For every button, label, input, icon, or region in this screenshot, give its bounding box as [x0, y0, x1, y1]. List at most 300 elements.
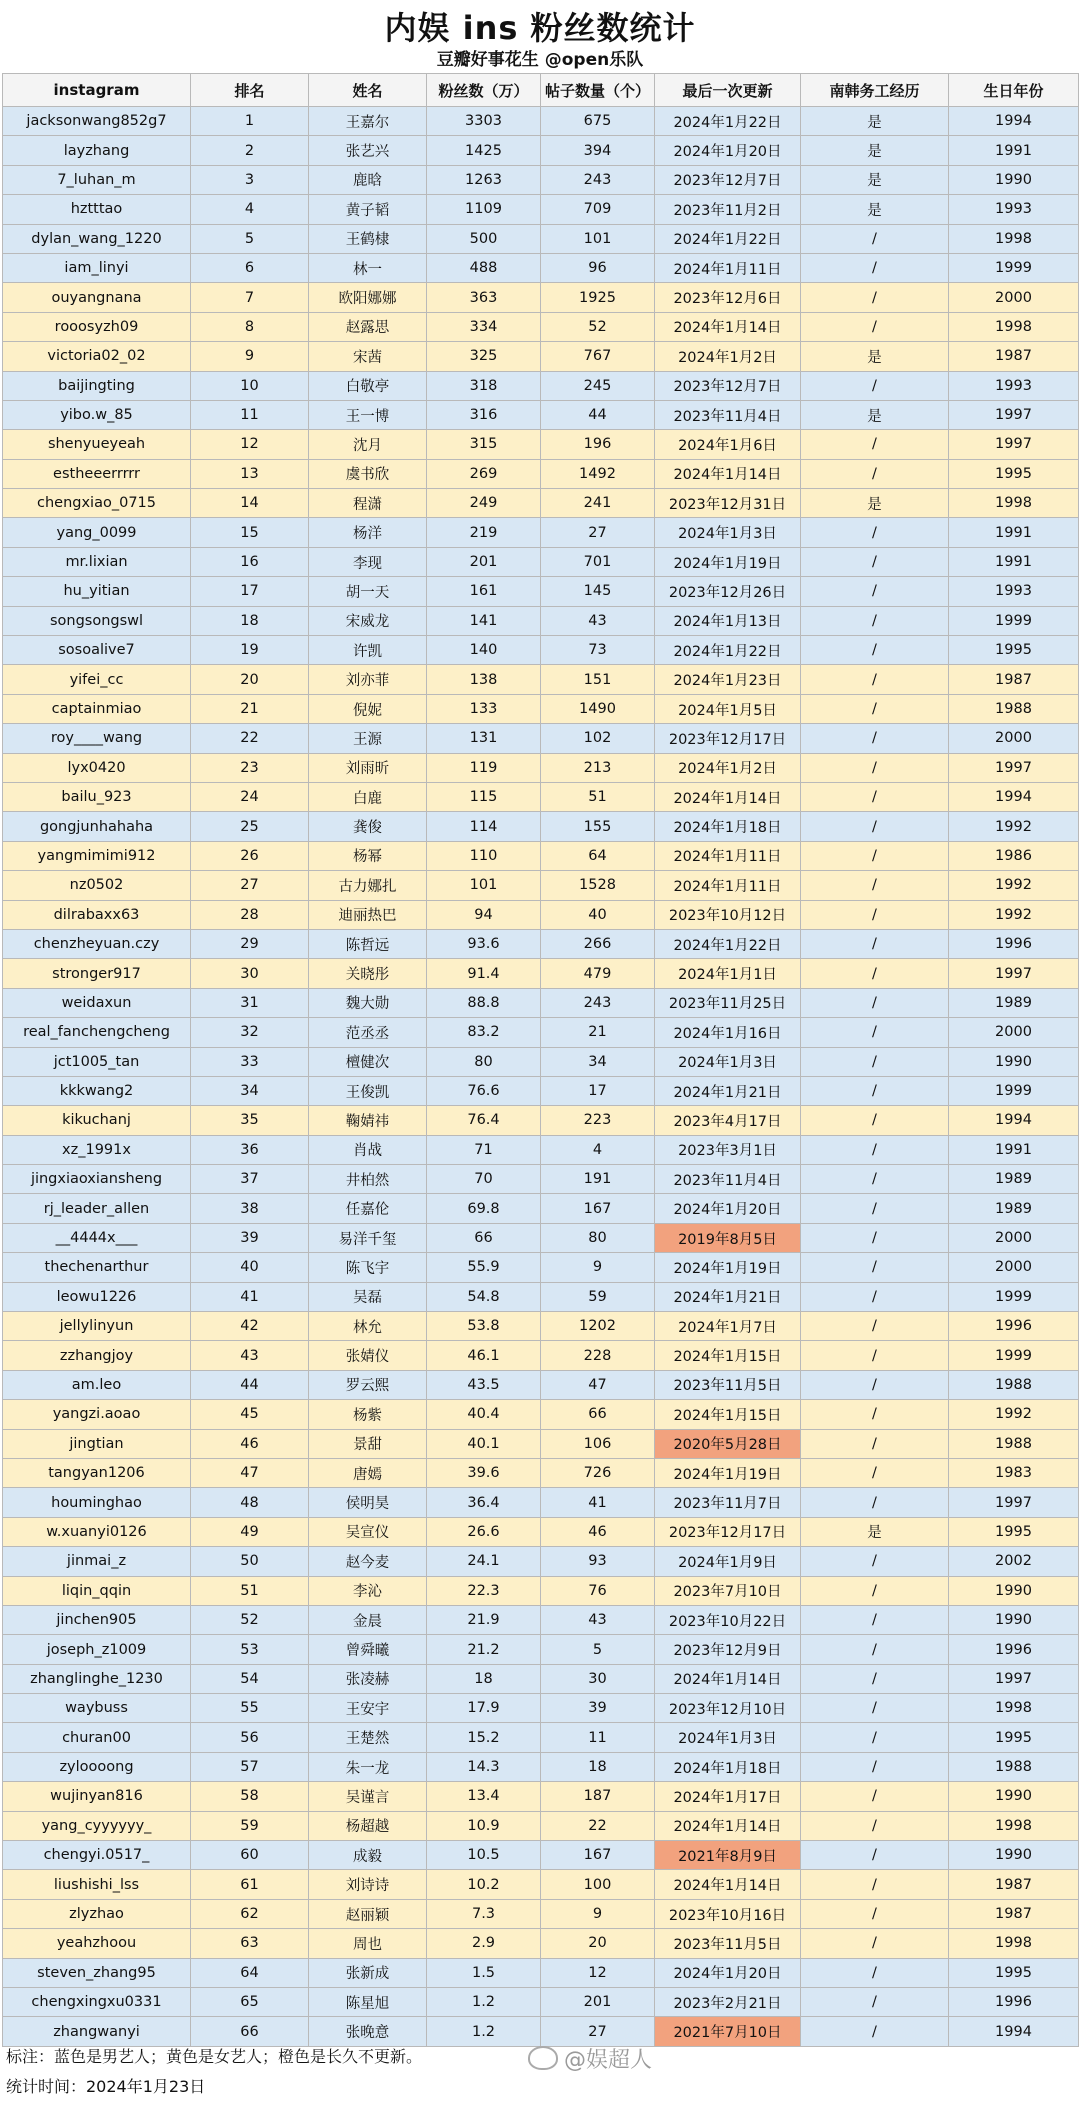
cell-last-update: 2024年1月20日 — [655, 1958, 801, 1987]
cell-posts: 701 — [541, 547, 655, 576]
cell-rank: 58 — [191, 1782, 309, 1811]
cell-fans: 138 — [427, 665, 541, 694]
cell-name: 刘亦菲 — [309, 665, 427, 694]
cell-instagram: joseph_z1009 — [3, 1635, 191, 1664]
cell-name: 王嘉尔 — [309, 107, 427, 136]
cell-name: 倪妮 — [309, 694, 427, 723]
cell-instagram: victoria02_02 — [3, 342, 191, 371]
cell-birth-year: 1992 — [949, 871, 1079, 900]
cell-last-update: 2024年1月22日 — [655, 224, 801, 253]
cell-rank: 9 — [191, 342, 309, 371]
cell-instagram: lyx0420 — [3, 753, 191, 782]
cell-rank: 29 — [191, 929, 309, 958]
cell-korea-experience: / — [801, 1811, 949, 1840]
table-row — [3, 1958, 1079, 1987]
cell-name: 杨超越 — [309, 1811, 427, 1840]
stat-time: 统计时间：2024年1月23日 — [6, 2077, 206, 2096]
cell-posts: 167 — [541, 1841, 655, 1870]
cell-instagram: churan00 — [3, 1723, 191, 1752]
cell-birth-year: 1989 — [949, 1165, 1079, 1194]
cell-name: 张凌赫 — [309, 1664, 427, 1693]
cell-name: 杨紫 — [309, 1400, 427, 1429]
cell-posts: 201 — [541, 1988, 655, 2017]
cell-fans: 363 — [427, 283, 541, 312]
cell-name: 檀健次 — [309, 1047, 427, 1076]
cell-fans: 318 — [427, 371, 541, 400]
table-row — [3, 253, 1079, 282]
cell-last-update: 2024年1月11日 — [655, 841, 801, 870]
cell-korea-experience: / — [801, 312, 949, 341]
cell-last-update: 2023年12月6日 — [655, 283, 801, 312]
cell-rank: 52 — [191, 1605, 309, 1634]
cell-name: 朱一龙 — [309, 1752, 427, 1781]
cell-last-update: 2023年12月9日 — [655, 1635, 801, 1664]
cell-birth-year: 2000 — [949, 1018, 1079, 1047]
table-row — [3, 1547, 1079, 1576]
cell-instagram: steven_zhang95 — [3, 1958, 191, 1987]
cell-birth-year: 1992 — [949, 900, 1079, 929]
cell-posts: 46 — [541, 1517, 655, 1546]
col-header-rank: 排名 — [191, 74, 309, 107]
cell-name: 吴宣仪 — [309, 1517, 427, 1546]
cell-korea-experience: 是 — [801, 107, 949, 136]
col-header-posts: 帖子数量（个） — [541, 74, 655, 107]
cell-posts: 100 — [541, 1870, 655, 1899]
table-row — [3, 1811, 1079, 1840]
cell-name: 王俊凯 — [309, 1076, 427, 1105]
cell-korea-experience: / — [801, 518, 949, 547]
cell-last-update: 2023年12月17日 — [655, 1517, 801, 1546]
cell-rank: 16 — [191, 547, 309, 576]
table-row — [3, 1870, 1079, 1899]
col-header-last-update: 最后一次更新 — [655, 74, 801, 107]
cell-last-update: 2020年5月28日 — [655, 1429, 801, 1458]
cell-fans: 40.4 — [427, 1400, 541, 1429]
cell-posts: 59 — [541, 1282, 655, 1311]
cell-fans: 7.3 — [427, 1899, 541, 1928]
cell-korea-experience: / — [801, 1194, 949, 1223]
cell-fans: 69.8 — [427, 1194, 541, 1223]
cell-korea-experience: / — [801, 929, 949, 958]
table-row — [3, 1018, 1079, 1047]
cell-fans: 26.6 — [427, 1517, 541, 1546]
cell-fans: 39.6 — [427, 1458, 541, 1487]
cell-name: 白敬亭 — [309, 371, 427, 400]
cell-posts: 1925 — [541, 283, 655, 312]
cell-last-update: 2024年1月7日 — [655, 1312, 801, 1341]
cell-posts: 106 — [541, 1429, 655, 1458]
cell-birth-year: 1997 — [949, 1488, 1079, 1517]
cell-name: 赵丽颖 — [309, 1899, 427, 1928]
cell-name: 景甜 — [309, 1429, 427, 1458]
cell-fans: 43.5 — [427, 1370, 541, 1399]
cell-posts: 196 — [541, 430, 655, 459]
table-row — [3, 136, 1079, 165]
table-header-row — [3, 74, 1079, 107]
cell-instagram: waybuss — [3, 1694, 191, 1723]
cell-instagram: yang_cyyyyyy_ — [3, 1811, 191, 1840]
table-row — [3, 165, 1079, 194]
table-row — [3, 107, 1079, 136]
cell-posts: 27 — [541, 2017, 655, 2046]
cell-birth-year: 1999 — [949, 1076, 1079, 1105]
cell-korea-experience: / — [801, 1782, 949, 1811]
table-row — [3, 606, 1079, 635]
cell-instagram: roy____wang — [3, 724, 191, 753]
cell-korea-experience: / — [801, 665, 949, 694]
cell-instagram: baijingting — [3, 371, 191, 400]
cell-birth-year: 1983 — [949, 1458, 1079, 1487]
table-row — [3, 342, 1079, 371]
cell-fans: 76.4 — [427, 1106, 541, 1135]
cell-name: 许凯 — [309, 636, 427, 665]
cell-last-update: 2023年11月7日 — [655, 1488, 801, 1517]
cell-instagram: 7_luhan_m — [3, 165, 191, 194]
cell-posts: 479 — [541, 959, 655, 988]
cell-rank: 1 — [191, 107, 309, 136]
cell-korea-experience: / — [801, 1576, 949, 1605]
cell-birth-year: 1998 — [949, 489, 1079, 518]
cell-korea-experience: 是 — [801, 165, 949, 194]
cell-korea-experience: 是 — [801, 400, 949, 429]
cell-rank: 39 — [191, 1223, 309, 1252]
cell-fans: 334 — [427, 312, 541, 341]
table-row — [3, 1694, 1079, 1723]
table-row — [3, 782, 1079, 811]
cell-instagram: xz_1991x — [3, 1135, 191, 1164]
cell-korea-experience: / — [801, 1223, 949, 1252]
cell-birth-year: 1997 — [949, 959, 1079, 988]
weibo-logo-icon — [528, 2046, 558, 2070]
cell-instagram: zzhangjoy — [3, 1341, 191, 1370]
cell-name: 肖战 — [309, 1135, 427, 1164]
cell-last-update: 2023年11月4日 — [655, 1165, 801, 1194]
cell-fans: 114 — [427, 812, 541, 841]
cell-rank: 31 — [191, 988, 309, 1017]
table-row — [3, 1194, 1079, 1223]
cell-posts: 243 — [541, 988, 655, 1017]
cell-rank: 33 — [191, 1047, 309, 1076]
cell-posts: 9 — [541, 1899, 655, 1928]
cell-fans: 141 — [427, 606, 541, 635]
cell-name: 周也 — [309, 1929, 427, 1958]
cell-rank: 54 — [191, 1664, 309, 1693]
cell-fans: 21.9 — [427, 1605, 541, 1634]
cell-name: 刘雨昕 — [309, 753, 427, 782]
cell-instagram: estheeerrrrr — [3, 459, 191, 488]
table-row — [3, 1458, 1079, 1487]
cell-name: 侯明昊 — [309, 1488, 427, 1517]
cell-name: 易洋千玺 — [309, 1223, 427, 1252]
cell-posts: 675 — [541, 107, 655, 136]
cell-rank: 19 — [191, 636, 309, 665]
cell-korea-experience: / — [801, 724, 949, 753]
cell-birth-year: 1997 — [949, 400, 1079, 429]
table-row — [3, 1223, 1079, 1252]
cell-last-update: 2024年1月14日 — [655, 1664, 801, 1693]
cell-name: 刘诗诗 — [309, 1870, 427, 1899]
cell-last-update: 2024年1月15日 — [655, 1341, 801, 1370]
cell-posts: 709 — [541, 195, 655, 224]
cell-posts: 394 — [541, 136, 655, 165]
cell-fans: 1425 — [427, 136, 541, 165]
cell-name: 王一博 — [309, 400, 427, 429]
cell-instagram: kikuchanj — [3, 1106, 191, 1135]
cell-instagram: thechenarthur — [3, 1253, 191, 1282]
cell-korea-experience: / — [801, 694, 949, 723]
cell-korea-experience: / — [801, 1458, 949, 1487]
cell-name: 陈星旭 — [309, 1988, 427, 2017]
cell-last-update: 2023年11月2日 — [655, 195, 801, 224]
cell-birth-year: 1993 — [949, 195, 1079, 224]
cell-korea-experience: / — [801, 1312, 949, 1341]
cell-instagram: __4444x___ — [3, 1223, 191, 1252]
cell-birth-year: 1990 — [949, 1605, 1079, 1634]
cell-posts: 245 — [541, 371, 655, 400]
cell-korea-experience: / — [801, 782, 949, 811]
cell-rank: 42 — [191, 1312, 309, 1341]
cell-instagram: bailu_923 — [3, 782, 191, 811]
cell-last-update: 2024年1月15日 — [655, 1400, 801, 1429]
cell-rank: 49 — [191, 1517, 309, 1546]
cell-last-update: 2023年10月16日 — [655, 1899, 801, 1928]
cell-birth-year: 1994 — [949, 782, 1079, 811]
cell-last-update: 2024年1月2日 — [655, 342, 801, 371]
cell-fans: 249 — [427, 489, 541, 518]
cell-fans: 315 — [427, 430, 541, 459]
cell-posts: 767 — [541, 342, 655, 371]
cell-last-update: 2024年1月19日 — [655, 1253, 801, 1282]
cell-birth-year: 1997 — [949, 430, 1079, 459]
cell-korea-experience: / — [801, 371, 949, 400]
cell-korea-experience: / — [801, 1958, 949, 1987]
cell-rank: 32 — [191, 1018, 309, 1047]
cell-instagram: leowu1226 — [3, 1282, 191, 1311]
cell-birth-year: 1991 — [949, 547, 1079, 576]
table-row — [3, 1782, 1079, 1811]
cell-instagram: hu_yitian — [3, 577, 191, 606]
table-row — [3, 871, 1079, 900]
cell-rank: 13 — [191, 459, 309, 488]
cell-last-update: 2023年11月5日 — [655, 1370, 801, 1399]
cell-birth-year: 1989 — [949, 1194, 1079, 1223]
cell-last-update: 2024年1月18日 — [655, 1752, 801, 1781]
cell-last-update: 2024年1月14日 — [655, 459, 801, 488]
cell-posts: 66 — [541, 1400, 655, 1429]
cell-posts: 243 — [541, 165, 655, 194]
cell-instagram: yeahzhoou — [3, 1929, 191, 1958]
cell-rank: 5 — [191, 224, 309, 253]
cell-rank: 8 — [191, 312, 309, 341]
cell-fans: 53.8 — [427, 1312, 541, 1341]
cell-fans: 316 — [427, 400, 541, 429]
cell-rank: 36 — [191, 1135, 309, 1164]
cell-fans: 10.9 — [427, 1811, 541, 1840]
cell-instagram: am.leo — [3, 1370, 191, 1399]
cell-rank: 64 — [191, 1958, 309, 1987]
cell-name: 范丞丞 — [309, 1018, 427, 1047]
cell-fans: 488 — [427, 253, 541, 282]
cell-instagram: chengxingxu0331 — [3, 1988, 191, 2017]
watermark-text: @娱超人 — [564, 2048, 653, 2073]
cell-last-update: 2023年10月12日 — [655, 900, 801, 929]
cell-name: 张婧仪 — [309, 1341, 427, 1370]
cell-posts: 12 — [541, 1958, 655, 1987]
cell-last-update: 2024年1月11日 — [655, 871, 801, 900]
cell-posts: 266 — [541, 929, 655, 958]
cell-instagram: zhanglinghe_1230 — [3, 1664, 191, 1693]
cell-rank: 59 — [191, 1811, 309, 1840]
table-row — [3, 1076, 1079, 1105]
table-row — [3, 459, 1079, 488]
cell-instagram: rj_leader_allen — [3, 1194, 191, 1223]
cell-birth-year: 1999 — [949, 253, 1079, 282]
table-row — [3, 1752, 1079, 1781]
cell-fans: 93.6 — [427, 929, 541, 958]
cell-korea-experience: / — [801, 1165, 949, 1194]
cell-rank: 3 — [191, 165, 309, 194]
cell-rank: 63 — [191, 1929, 309, 1958]
cell-korea-experience: / — [801, 1018, 949, 1047]
table-row — [3, 224, 1079, 253]
cell-posts: 93 — [541, 1547, 655, 1576]
cell-birth-year: 1988 — [949, 1429, 1079, 1458]
cell-rank: 34 — [191, 1076, 309, 1105]
cell-korea-experience: / — [801, 1841, 949, 1870]
cell-instagram: weidaxun — [3, 988, 191, 1017]
cell-fans: 36.4 — [427, 1488, 541, 1517]
cell-fans: 83.2 — [427, 1018, 541, 1047]
cell-korea-experience: / — [801, 1664, 949, 1693]
cell-rank: 4 — [191, 195, 309, 224]
table-body — [3, 107, 1079, 2047]
cell-birth-year: 2000 — [949, 1223, 1079, 1252]
cell-korea-experience: / — [801, 1253, 949, 1282]
cell-instagram: shenyueyeah — [3, 430, 191, 459]
table-row — [3, 195, 1079, 224]
cell-korea-experience: / — [801, 1400, 949, 1429]
page-title: 内娱 ins 粉丝数统计 — [384, 9, 696, 47]
cell-name: 迪丽热巴 — [309, 900, 427, 929]
cell-last-update: 2024年1月3日 — [655, 518, 801, 547]
page-subtitle: 豆瓣好事花生 @open乐队 — [436, 50, 644, 70]
cell-name: 王楚然 — [309, 1723, 427, 1752]
table-row — [3, 1135, 1079, 1164]
cell-rank: 50 — [191, 1547, 309, 1576]
cell-birth-year: 1998 — [949, 1929, 1079, 1958]
cell-instagram: yifei_cc — [3, 665, 191, 694]
cell-korea-experience: / — [801, 753, 949, 782]
cell-posts: 39 — [541, 1694, 655, 1723]
cell-korea-experience: / — [801, 1929, 949, 1958]
table-row — [3, 1341, 1079, 1370]
cell-birth-year: 1990 — [949, 1782, 1079, 1811]
cell-fans: 1.2 — [427, 2017, 541, 2046]
cell-rank: 21 — [191, 694, 309, 723]
cell-last-update: 2024年1月5日 — [655, 694, 801, 723]
cell-posts: 5 — [541, 1635, 655, 1664]
cell-instagram: rooosyzh09 — [3, 312, 191, 341]
cell-last-update: 2024年1月3日 — [655, 1047, 801, 1076]
cell-rank: 40 — [191, 1253, 309, 1282]
cell-birth-year: 1993 — [949, 371, 1079, 400]
table-row — [3, 1488, 1079, 1517]
table-row — [3, 1400, 1079, 1429]
cell-birth-year: 1987 — [949, 1870, 1079, 1899]
cell-last-update: 2024年1月6日 — [655, 430, 801, 459]
cell-instagram: jinmai_z — [3, 1547, 191, 1576]
cell-fans: 18 — [427, 1664, 541, 1693]
cell-name: 井柏然 — [309, 1165, 427, 1194]
cell-korea-experience: / — [801, 1488, 949, 1517]
cell-korea-experience: / — [801, 224, 949, 253]
cell-korea-experience: / — [801, 1899, 949, 1928]
cell-instagram: houminghao — [3, 1488, 191, 1517]
cell-instagram: liqin_qqin — [3, 1576, 191, 1605]
cell-instagram: captainmiao — [3, 694, 191, 723]
cell-rank: 7 — [191, 283, 309, 312]
cell-instagram: layzhang — [3, 136, 191, 165]
cell-last-update: 2024年1月18日 — [655, 812, 801, 841]
table-row — [3, 959, 1079, 988]
cell-fans: 140 — [427, 636, 541, 665]
cell-last-update: 2024年1月14日 — [655, 1811, 801, 1840]
cell-instagram: yibo.w_85 — [3, 400, 191, 429]
cell-korea-experience: / — [801, 1370, 949, 1399]
cell-rank: 14 — [191, 489, 309, 518]
cell-birth-year: 1988 — [949, 1370, 1079, 1399]
cell-rank: 41 — [191, 1282, 309, 1311]
cell-fans: 15.2 — [427, 1723, 541, 1752]
cell-fans: 88.8 — [427, 988, 541, 1017]
table-row — [3, 694, 1079, 723]
cell-rank: 60 — [191, 1841, 309, 1870]
cell-name: 关晓彤 — [309, 959, 427, 988]
cell-rank: 61 — [191, 1870, 309, 1899]
cell-last-update: 2023年12月17日 — [655, 724, 801, 753]
cell-korea-experience: 是 — [801, 195, 949, 224]
cell-rank: 23 — [191, 753, 309, 782]
cell-birth-year: 1990 — [949, 1047, 1079, 1076]
cell-fans: 22.3 — [427, 1576, 541, 1605]
cell-instagram: kkkwang2 — [3, 1076, 191, 1105]
cell-rank: 27 — [191, 871, 309, 900]
cell-birth-year: 1991 — [949, 136, 1079, 165]
cell-name: 李现 — [309, 547, 427, 576]
table-row — [3, 1517, 1079, 1546]
cell-instagram: jinchen905 — [3, 1605, 191, 1634]
cell-instagram: wujinyan816 — [3, 1782, 191, 1811]
cell-name: 罗云熙 — [309, 1370, 427, 1399]
cell-name: 陈飞宇 — [309, 1253, 427, 1282]
cell-fans: 219 — [427, 518, 541, 547]
cell-korea-experience: / — [801, 871, 949, 900]
cell-birth-year: 1989 — [949, 988, 1079, 1017]
cell-name: 陈哲远 — [309, 929, 427, 958]
cell-posts: 167 — [541, 1194, 655, 1223]
cell-last-update: 2024年1月22日 — [655, 929, 801, 958]
col-header-fans: 粉丝数（万） — [427, 74, 541, 107]
cell-posts: 187 — [541, 1782, 655, 1811]
cell-last-update: 2024年1月19日 — [655, 1458, 801, 1487]
cell-name: 金晨 — [309, 1605, 427, 1634]
cell-last-update: 2021年7月10日 — [655, 2017, 801, 2046]
table-row — [3, 1635, 1079, 1664]
cell-fans: 17.9 — [427, 1694, 541, 1723]
cell-posts: 241 — [541, 489, 655, 518]
table-row — [3, 1165, 1079, 1194]
cell-korea-experience: / — [801, 430, 949, 459]
